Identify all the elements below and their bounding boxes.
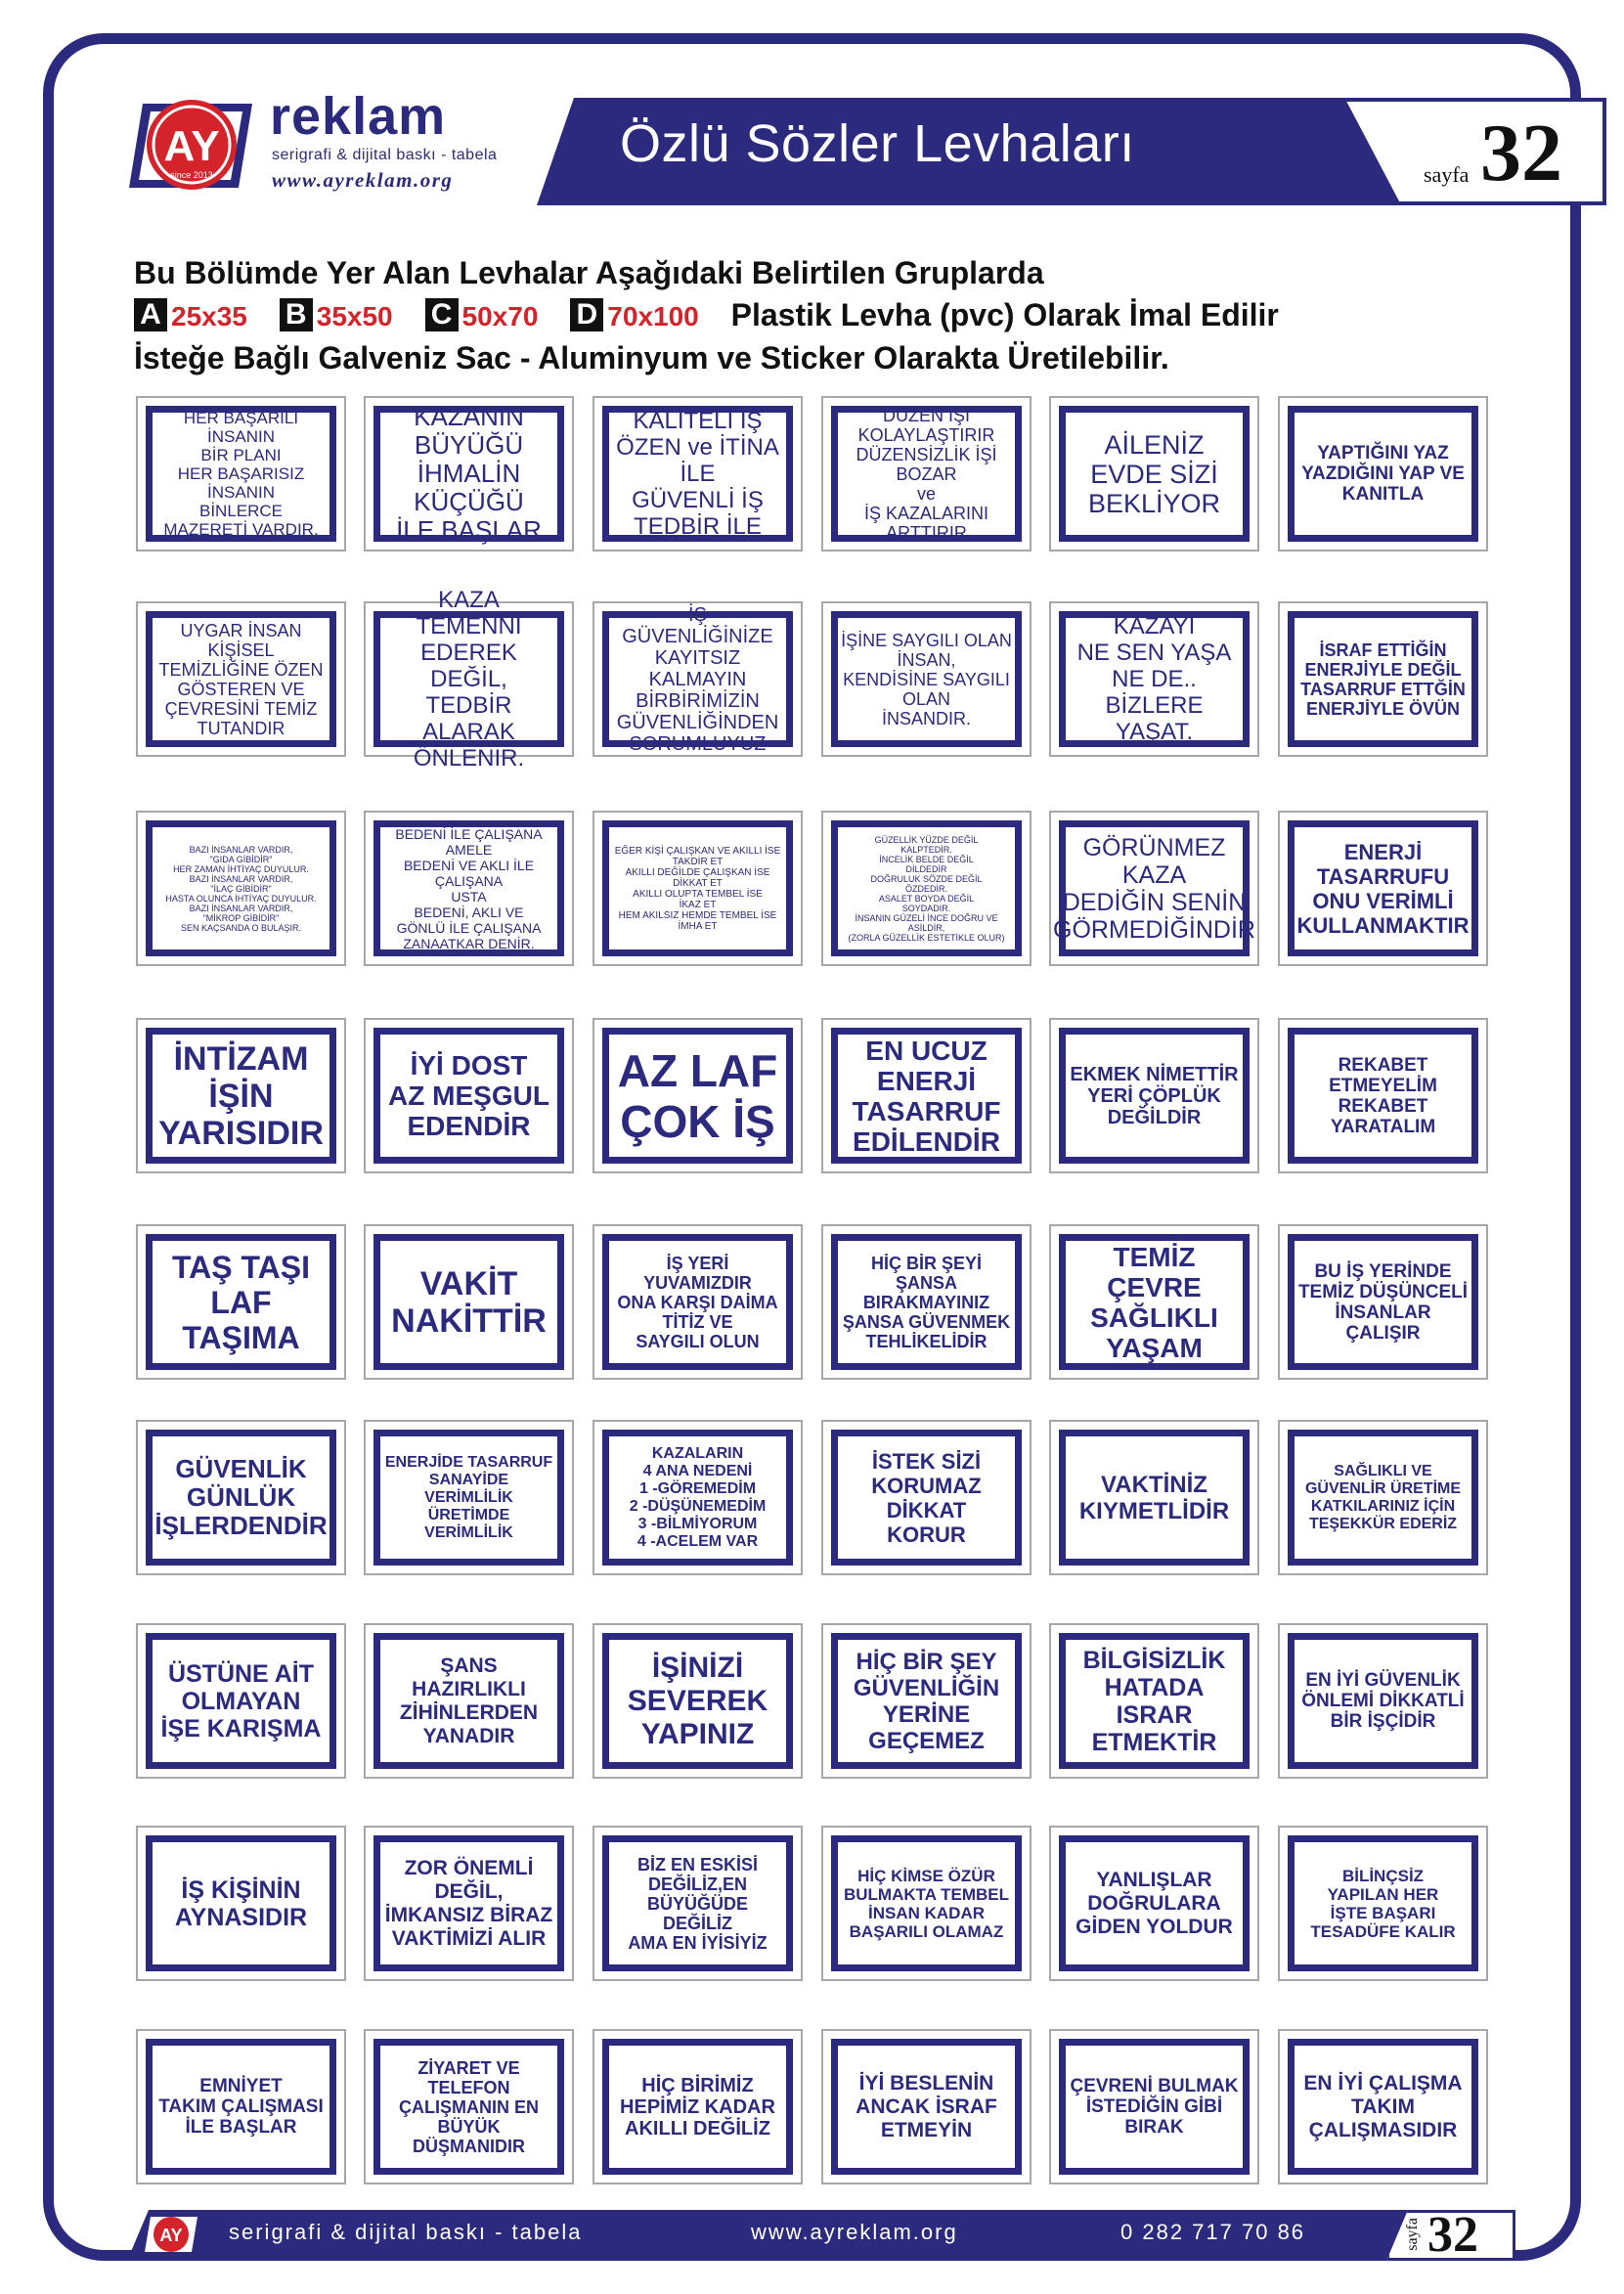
- sign-text: HİÇ BİR ŞEYİ ŞANSA BIRAKMAYINIZ ŞANSA GÜVENMEK TEHLİKELİDİR: [842, 1253, 1011, 1351]
- sign-text: İNTİZAM İŞİN YARISIDIR: [158, 1039, 324, 1152]
- size-tag-a: A 25x35: [134, 294, 247, 337]
- sign-border: [373, 1028, 564, 1164]
- sign-text: HER BAŞARILI İNSANIN BİR PLANI HER BAŞARISIZ İNSANIN BİNLERCE MAZERETİ VARDIR.: [163, 409, 319, 539]
- sign-border: [1288, 2039, 1478, 2175]
- sign-card: [136, 2029, 346, 2184]
- sign-border: [1059, 1028, 1250, 1164]
- brand-tagline: serigrafi & dijital baskı - tabela: [272, 147, 498, 163]
- sign-border: [831, 1430, 1022, 1566]
- size-tag-c: C 50x70: [425, 294, 539, 337]
- sign-border: [831, 406, 1022, 542]
- sign-text: ŞANS HAZIRLIKLI ZİHİNLERDEN YANADIR: [399, 1654, 539, 1747]
- sign-text: BİZ EN ESKİSİ DEĞİLİZ,EN BÜYÜĞÜDE DEĞİLİZ AMA EN İYİSİYİZ: [628, 1854, 768, 1953]
- sign-card: [136, 1224, 346, 1380]
- sign-border: [602, 2039, 793, 2175]
- sign-card: [593, 1224, 803, 1380]
- sign-card: [364, 811, 574, 966]
- sign-border: [1059, 1234, 1250, 1370]
- sign-card: [821, 601, 1031, 757]
- sign-text: EN UCUZ ENERJİ TASARRUF EDİLENDİR: [852, 1035, 1001, 1157]
- sign-text: TAŞ TAŞI LAF TAŞIMA: [171, 1249, 311, 1355]
- intro-line-2-tail: Plastik Levha (pvc) Olarak İmal Edilir: [730, 297, 1279, 332]
- sign-border: [1059, 1633, 1250, 1769]
- sign-border: [1288, 1234, 1478, 1370]
- sign-card: [1278, 1420, 1488, 1575]
- sign-card: [1278, 2029, 1488, 2184]
- sign-card: [821, 1826, 1031, 1981]
- sign-card: [593, 1623, 803, 1779]
- sign-text: BU İŞ YERİNDE TEMİZ DÜŞÜNCELİ İNSANLAR ÇALIŞIR: [1297, 1260, 1469, 1344]
- sign-border: [831, 611, 1022, 747]
- sign-border: [831, 2039, 1022, 2175]
- sign-text: VAKİT NAKİTTİR: [391, 1264, 547, 1340]
- intro-text: [134, 252, 1405, 379]
- sign-border: [831, 1028, 1022, 1164]
- sign-text: İYİ DOST AZ MEŞGUL EDENDİR: [388, 1050, 549, 1141]
- sign-border: [1288, 1633, 1478, 1769]
- sign-card: [593, 601, 803, 757]
- logo-badge-icon: [123, 86, 260, 203]
- sign-card: [364, 1018, 574, 1173]
- sign-text: EN İYİ ÇALIŞMA TAKIM ÇALIŞMASIDIR: [1303, 2071, 1463, 2141]
- logo-mark: AY: [163, 122, 220, 170]
- sign-border: [373, 2039, 564, 2175]
- sign-text: EKMEK NİMETTİR YERİ ÇÖPLÜK DEĞİLDİR: [1070, 1063, 1239, 1128]
- sign-border: [373, 1633, 564, 1769]
- sign-text: BAZI İNSANLAR VARDIR, "GIDA GİBİDİR" HER ZAMAN İHTİYAÇ DUYULUR. BAZI İNSANLAR VARDIR, "İLAÇ GİBİDİR" HASTA OLUNCA İHTİYAÇ DUYULUR. BAZI İNSANLAR VARDIR, "MİKROP GİBİDİR" SEN KAÇSANDA O BULAŞIR.: [165, 844, 317, 933]
- sign-border: [1288, 406, 1478, 542]
- footer-tagline: serigrafi & dijital baskı - tabela: [229, 2220, 583, 2244]
- sign-border: [831, 820, 1022, 956]
- sign-border: [602, 406, 793, 542]
- sign-text: EN İYİ GÜVENLİK ÖNLEMİ DİKKATLİ BİR İŞÇİDİR: [1301, 1670, 1465, 1732]
- sign-text: İSTEK SİZİ KORUMAZ DİKKAT KORUR: [871, 1448, 982, 1547]
- sign-border: [831, 1835, 1022, 1971]
- intro-line-1: Bu Bölümde Yer Alan Levhalar Aşağıdaki Belirtilen Gruplarda: [134, 255, 1044, 290]
- sign-border: [373, 820, 564, 956]
- sign-border: [1288, 1835, 1478, 1971]
- sign-text: BİLGİSİZLİK HATADA ISRAR ETMEKTİR: [1082, 1646, 1226, 1756]
- sign-border: [146, 1430, 336, 1566]
- sign-text: VAKTİNİZ KIYMETLİDİR: [1078, 1471, 1230, 1524]
- sign-card: [593, 396, 803, 551]
- footer-phone: 0 282 717 70 86: [1120, 2220, 1306, 2244]
- sign-card: [593, 1826, 803, 1981]
- size-tag-b: B 35x50: [280, 294, 393, 337]
- sign-text: GÜVENLİK GÜNLÜK İŞLERDENDİR: [154, 1454, 328, 1540]
- sign-card: [136, 601, 346, 757]
- footer-page-label: sayfa: [1404, 2218, 1421, 2251]
- sign-border: [1288, 1430, 1478, 1566]
- sign-border: [146, 1835, 336, 1971]
- sign-border: [602, 1633, 793, 1769]
- sign-border: [602, 603, 793, 755]
- sign-border: [602, 1234, 793, 1370]
- sign-text: AZ LAF ÇOK İŞ: [617, 1044, 778, 1147]
- sign-border: [831, 1633, 1022, 1769]
- sign-card: [136, 811, 346, 966]
- sign-card: [1278, 601, 1488, 757]
- sign-text: EMNİYET TAKIM ÇALIŞMASI İLE BAŞLAR: [158, 2076, 324, 2138]
- sign-border: [602, 820, 793, 956]
- sign-border: [602, 1028, 793, 1164]
- sign-card: [1049, 2029, 1259, 2184]
- sign-border: [1059, 406, 1250, 542]
- sign-text: ÜSTÜNE AİT OLMAYAN İŞE KARIŞMA: [160, 1659, 322, 1743]
- sign-card: [136, 396, 346, 551]
- sign-border: [146, 1028, 336, 1164]
- page-title: Özlü Sözler Levhaları: [620, 114, 1135, 173]
- sign-border: [146, 820, 336, 956]
- sign-card: [1278, 1623, 1488, 1779]
- sign-card: [136, 1018, 346, 1173]
- sign-card: [136, 1420, 346, 1575]
- sign-border: [1053, 820, 1255, 956]
- sign-border: [831, 1234, 1022, 1370]
- sign-border: [1059, 1430, 1250, 1566]
- sign-card: [1049, 1018, 1259, 1173]
- sign-card: [821, 811, 1031, 966]
- sign-text: ENERJİ TASARRUFU ONU VERİMLİ KULLANMAKTIR: [1296, 839, 1470, 938]
- sign-card: [593, 2029, 803, 2184]
- sign-border: [146, 406, 336, 542]
- sign-card: [364, 396, 574, 551]
- sign-border: [602, 1835, 793, 1971]
- sign-text: İSRAF ETTİĞİN ENERJİYLE DEĞİL TASARRUF ETTĞİN ENERJİYLE ÖVÜN: [1300, 640, 1466, 719]
- sign-border: [1288, 611, 1478, 747]
- sign-text: KALİTELİ İŞ ÖZEN ve İTİNA İLE GÜVENLİ İŞ TEDBİR İLE: [616, 408, 779, 540]
- sign-text: ENERJİDE TASARRUF SANAYİDE VERİMLİLİK ÜRETİMDE VERİMLİLİK: [384, 1453, 553, 1541]
- sign-card: [136, 1623, 346, 1779]
- sign-text: TEMİZ ÇEVRE SAĞLIKLI YAŞAM: [1090, 1241, 1218, 1363]
- logo-since: since 2013: [170, 170, 213, 180]
- sign-text: ZİYARET VE TELEFON ÇALIŞMANIN EN BÜYÜK DÜŞMANIDIR: [399, 2057, 539, 2156]
- sign-border: [1288, 1028, 1478, 1164]
- sign-border: [373, 587, 564, 772]
- sign-card: [1278, 1224, 1488, 1380]
- sign-text: AİLENİZ EVDE SİZİ BEKLİYOR: [1087, 429, 1221, 518]
- sign-text: İŞİNE SAYGILI OLAN İNSAN, KENDİSİNE SAYGILI OLAN İNSANDIR.: [841, 630, 1012, 728]
- intro-line-3: İsteğe Bağlı Galveniz Sac - Aluminyum ve Sticker Olarakta Üretilebilir.: [134, 340, 1169, 375]
- page-number: 32: [1480, 108, 1562, 199]
- sign-card: [364, 587, 574, 772]
- sign-text: GÜZELLİK YÜZDE DEĞİL KALPTEDİR. İNCELİK BELDE DEĞİL DİLDEDİR DOĞRULUK SÖZDE DEĞİL ÖZDEDİR. ASALET BOYDA DEĞİL SOYDADIR. İNSANIN GÜZELİ İNCE DOĞRU VE ASİLDİR, (ZORLA GÜZELLİK ESTETİKLE OLUR): [848, 834, 1005, 943]
- sign-text: KAZAYI NE SEN YAŞA NE DE.. BİZLERE YAŞAT.: [1076, 613, 1232, 745]
- sign-text: KAZALARIN 4 ANA NEDENİ 1 -GÖREMEDİM 2 -DÜŞÜNEMEDİM 3 -BİLMİYORUM 4 -ACELEM VAR: [629, 1444, 767, 1550]
- sign-card: [364, 1420, 574, 1575]
- sign-text: İŞ GÜVENLİĞİNİZE KAYITSIZ KALMAYIN BİRBİRİMİZİN GÜVENLİĞİNDEN SORUMLUYUZ: [616, 603, 779, 755]
- sign-border: [373, 1234, 564, 1370]
- sign-card: [364, 1623, 574, 1779]
- sign-text: İŞ YERİ YUVAMIZDIR ONA KARŞI DAİMA TİTİZ VE SAYGILI OLUN: [617, 1253, 778, 1351]
- header: [43, 87, 1581, 205]
- sign-text: GÖRÜNMEZ KAZA DEDİĞİN SENİN GÖRMEDİĞİNDİR: [1053, 833, 1255, 944]
- sign-card: [1049, 396, 1259, 551]
- footer-url[interactable]: www.ayreklam.org: [751, 2220, 958, 2244]
- sign-card: [1049, 1826, 1259, 1981]
- sign-card: [364, 2029, 574, 2184]
- sign-text: BİLİNÇSİZ YAPILAN HER İŞTE BAŞARI TESADÜFE KALIR: [1310, 1866, 1456, 1941]
- sign-card: [821, 1420, 1031, 1575]
- page-box-slant: [1342, 98, 1403, 205]
- page-label: sayfa: [1424, 162, 1470, 187]
- sign-border: [1059, 2039, 1250, 2175]
- sign-text: KAZA TEMENNİ EDEREK DEĞİL, TEDBİR ALARAK ÖNLENİR.: [413, 587, 525, 772]
- sign-card: [364, 1826, 574, 1981]
- sign-border: [1288, 820, 1478, 956]
- sign-card: [593, 811, 803, 966]
- footer-logo-mark: AY: [159, 2226, 183, 2245]
- sign-border: [146, 1234, 336, 1370]
- sign-card: [1049, 811, 1259, 966]
- sign-text: İŞ KİŞİNİN AYNASIDIR: [174, 1875, 308, 1931]
- sign-card: [1049, 1623, 1259, 1779]
- sign-card: [1278, 396, 1488, 551]
- sign-card: [1278, 1826, 1488, 1981]
- sign-border: [146, 1633, 336, 1769]
- sign-border: [1059, 1835, 1250, 1971]
- sign-card: [1278, 811, 1488, 966]
- sign-border: [602, 1430, 793, 1566]
- sign-text: HİÇ KİMSE ÖZÜR BULMAKTA TEMBEL İNSAN KADAR BAŞARILI OLAMAZ: [843, 1866, 1010, 1941]
- sign-text: İYİ BESLENİN ANCAK İSRAF ETMEYİN: [856, 2071, 997, 2141]
- sign-text: HİÇ BİR ŞEY GÜVENLİĞİN YERİNE GEÇEMEZ: [853, 1648, 1000, 1754]
- sign-text: UYGAR İNSAN KİŞİSEL TEMİZLİĞİNE ÖZEN GÖSTEREN VE ÇEVRESİNİ TEMİZ TUTANDIR: [158, 620, 324, 738]
- sign-border: [373, 402, 564, 545]
- sign-card: [821, 1623, 1031, 1779]
- sign-text: EĞER KİŞİ ÇALIŞKAN VE AKILLI İSE TAKDİR ET AKILLI DEĞİLDE ÇALIŞKAN İSE DİKKAT ET AKILLI OLUPTA TEMBEL İSE İKAZ ET HEM AKILSIZ HEMDE TEMBEL İSE İMHA ET: [614, 845, 781, 932]
- sign-text: ZOR ÖNEMLİ DEĞİL, İMKANSIZ BİRAZ VAKTİMİZİ ALIR: [384, 1856, 553, 1950]
- sign-card: [821, 1224, 1031, 1380]
- sign-border: [373, 1835, 564, 1971]
- sign-text: YANLIŞLAR DOĞRULARA GİDEN YOLDUR: [1075, 1868, 1233, 1938]
- sign-card: [1049, 1420, 1259, 1575]
- sign-text: HİÇ BİRİMİZ HEPİMİZ KADAR AKILLI DEĞİLİZ: [620, 2074, 775, 2140]
- sign-text: İŞİNİZİ SEVEREK YAPINIZ: [627, 1651, 768, 1750]
- intro-line-2: [134, 294, 1405, 337]
- sign-border: [1059, 611, 1250, 747]
- sign-card: [364, 1224, 574, 1380]
- footer-logo-icon: [143, 2211, 199, 2258]
- brand-logo: [123, 86, 563, 203]
- brand-name: reklam: [270, 87, 447, 146]
- footer-page-number: 32: [1427, 2207, 1478, 2263]
- sign-card: [1049, 1224, 1259, 1380]
- sign-card: [821, 396, 1031, 551]
- sign-border: [146, 2039, 336, 2175]
- sign-card: [821, 1018, 1031, 1173]
- sign-border: [146, 611, 336, 747]
- sign-card: [1049, 601, 1259, 757]
- sign-text: SAĞLIKLI VE GÜVENLİR ÜRETİME KATKILARINIZ İÇİN TEŞEKKÜR EDERİZ: [1304, 1462, 1462, 1532]
- sign-card: [593, 1018, 803, 1173]
- sign-text: DÜZEN İŞİ KOLAYLAŞTIRIR DÜZENSİZLİK İŞİ BOZAR ve İŞ KAZALARINI ARTTIRIR: [856, 405, 997, 543]
- sign-text: YAPTIĞINI YAZ YAZDIĞINI YAP VE KANITLA: [1301, 443, 1465, 505]
- sign-card: [593, 1420, 803, 1575]
- sign-text: ÇEVRENİ BULMAK İSTEDİĞİN GİBİ BIRAK: [1070, 2076, 1239, 2138]
- size-tag-d: D 70x100: [570, 294, 698, 337]
- sign-border: [373, 1430, 564, 1566]
- sign-card: [821, 2029, 1031, 2184]
- sign-text: KAZANIN BÜYÜĞÜ İHMALİN KÜÇÜĞÜ İLE BAŞLAR: [396, 402, 542, 545]
- sign-card: [136, 1826, 346, 1981]
- sign-text: REKABET ETMEYELİM REKABET YARATALIM: [1329, 1054, 1437, 1137]
- sign-card: [1278, 1018, 1488, 1173]
- sign-text: BEDENİ İLE ÇALIŞANA AMELE BEDENİ VE AKLI İLE ÇALIŞANA USTA BEDENİ, AKLI VE GÖNLÜ İLE ÇALIŞANA ZANAATKAR DENİR.: [395, 825, 543, 951]
- brand-url[interactable]: www.ayreklam.org: [272, 168, 454, 192]
